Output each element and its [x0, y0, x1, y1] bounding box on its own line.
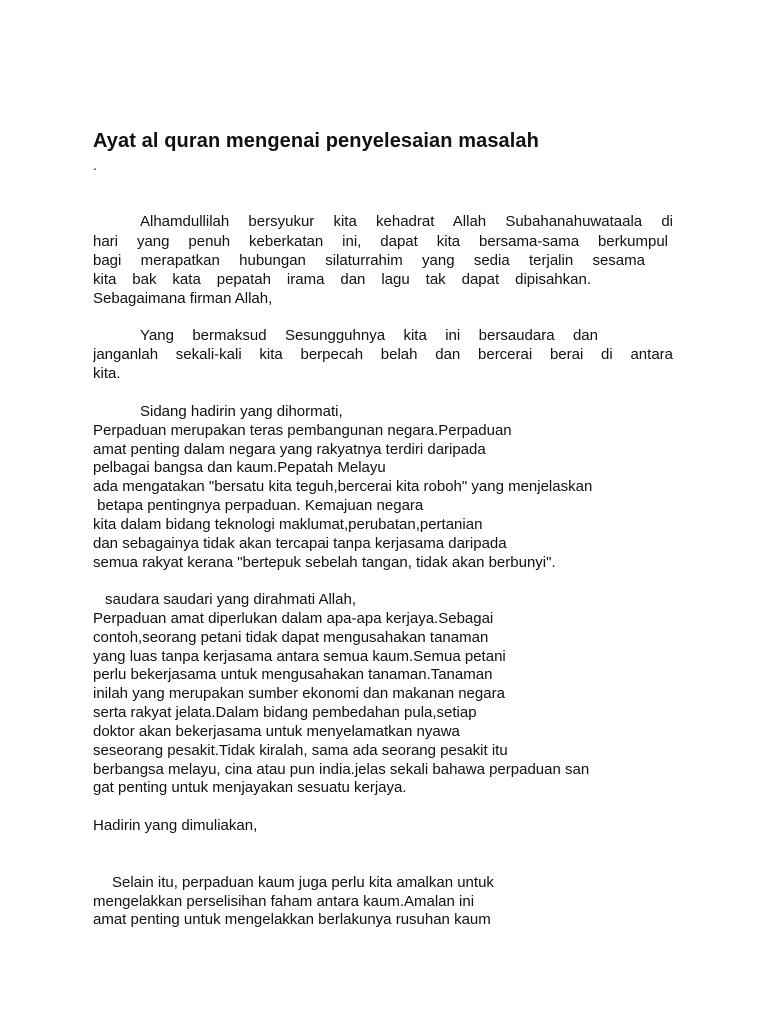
text-line: kita bak kata pepatah irama dan lagu tak dapat dipisahkan. [93, 271, 591, 288]
text-line: Selain itu, perpaduan kaum juga perlu kita amalkan untuk [112, 874, 494, 891]
text-line: perlu bekerjasama untuk mengusahakan tanaman.Tanaman [93, 666, 493, 683]
text-line: yang luas tanpa kerjasama antara semua kaum.Semua petani [93, 648, 506, 665]
text-line: hari yang penuh keberkatan ini, dapat kita bersama-sama berkumpul [93, 233, 668, 250]
text-line: dan sebagainya tidak akan tercapai tanpa kerjasama daripada [93, 535, 507, 552]
text-line: Perpaduan amat diperlukan dalam apa-apa kerjaya.Sebagai [93, 610, 494, 627]
text-line: gat penting untuk menjayakan sesuatu kerjaya. [93, 779, 407, 796]
text-line: seseorang pesakit.Tidak kiralah, sama ada seorang pesakit itu [93, 742, 508, 759]
text-line: Perpaduan merupakan teras pembangunan negara.Perpaduan [93, 422, 512, 439]
text-line: kita. [93, 365, 121, 382]
text-line: betapa pentingnya perpaduan. Kemajuan negara [93, 497, 424, 514]
text-line: Alhamdullilah bersyukur kita kehadrat Allah Subahanahuwataala di [140, 213, 673, 230]
text-line: pelbagai bangsa dan kaum.Pepatah Melayu [93, 459, 386, 476]
text-line: inilah yang merupakan sumber ekonomi dan makanan negara [93, 685, 505, 702]
text-line: Hadirin yang dimuliakan, [93, 817, 258, 834]
text-line: ada mengatakan "bersatu kita teguh,bercerai kita roboh" yang menjelaskan [93, 478, 593, 495]
text-line: bagi merapatkan hubungan silaturrahim yang sedia terjalin sesama [93, 252, 645, 269]
text-line: amat penting untuk mengelakkan berlakunya rusuhan kaum [93, 911, 491, 928]
text-line: contoh,seorang petani tidak dapat mengusahakan tanaman [93, 629, 489, 646]
text-line: semua rakyat kerana "bertepuk sebelah tangan, tidak akan berbunyi". [93, 554, 556, 571]
title-dot: . [93, 157, 97, 173]
text-line: Yang bermaksud Sesungguhnya kita ini bersaudara dan [140, 327, 598, 344]
text-line: saudara saudari yang dirahmati Allah, [105, 591, 356, 608]
text-line: amat penting dalam negara yang rakyatnya terdiri daripada [93, 441, 486, 458]
text-line: kita dalam bidang teknologi maklumat,perubatan,pertanian [93, 516, 483, 533]
text-line: berbangsa melayu, cina atau pun india.jelas sekali bahawa perpaduan san [93, 761, 590, 778]
text-line: janganlah sekali-kali kita berpecah belah dan bercerai berai di antara [93, 346, 673, 363]
text-line: doktor akan bekerjasama untuk menyelamatkan nyawa [93, 723, 460, 740]
text-line: mengelakkan perselisihan faham antara kaum.Amalan ini [93, 893, 475, 910]
document-title: Ayat al quran mengenai penyelesaian masalah [93, 130, 539, 152]
text-line: serta rakyat jelata.Dalam bidang pembedahan pula,setiap [93, 704, 477, 721]
text-line: Sebagaimana firman Allah, [93, 290, 273, 307]
text-line: Sidang hadirin yang dihormati, [140, 403, 343, 420]
